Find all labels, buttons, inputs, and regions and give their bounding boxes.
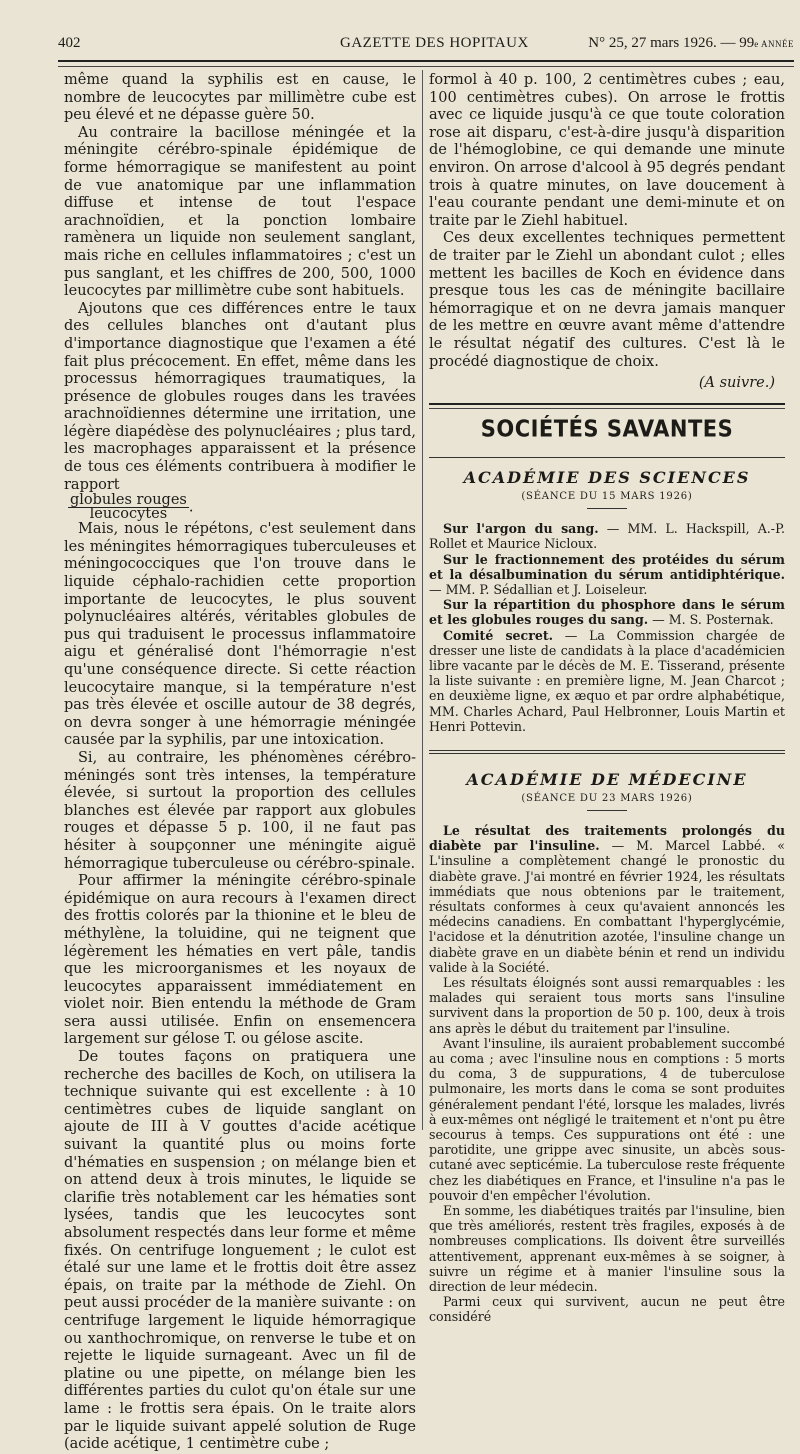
divider [429,457,785,458]
a-suivre: (A suivre.) [698,375,775,392]
paragraph: formol à 40 p. 100, 2 centimètres cubes ; eau, 100 centimètres cubes). On arrose le frottis avec ce liquide jusqu'à ce que toute coloration rose ait disparu, c'est-à-dire jusqu'à disparition de l'hémoglobine, ce qui demande une minute environ. On arrose d'alcool à 95 degrés pendant trois à quatre minutes, on lave doucement à l'eau courante pendant une demi-minute et on traite par le Ziehl habituel. [429,72,785,229]
paragraph: Mais, nous le répétons, c'est seulement dans les méningites hémorragiques tuberculeuses et méningococciques que l'on trouve dans le liquide céphalo-rachidien cette proportion importante de leucocytes, le plus souvent polynucléaires altérés, véritables globules de pus qui traduisent le processus inflammatoire aigu et généralisé dont l'hémorragie n'est qu'une conséquence directe. Si cette réaction leucocytaire manque, si la température n'est pas très élevée et oscille autour de 38 degrés, on devra songer à une hémorragie méningée causée par la syphilis, par une intoxication. [64,521,416,749]
page-header [58,35,794,55]
divider [429,750,785,754]
ratio-fraction: $\frac{\text{globules rouges}}{\text{leucocytes}}$ . [70,492,194,523]
paragraph: Au contraire la bacillose méningée et la méningite cérébro-spinale épidémique de forme hémorragique se manifestent au point de vue anatomique par une inflammation diffuse et intense de tout l'espace arachnoïdien, et la ponction lombaire ramènera un liquide non seulement sanglant, mais riche en cellules inflammatoires ; c'est un pus sanglant, et les chiffres de 200, 500, 1000 leucocytes par millimètre cube sont habituels. [64,124,416,300]
short-rule [587,508,627,509]
paragraph: Parmi ceux qui survivent, aucun ne peut être considéré [429,1294,785,1325]
seance-date: (SÉANCE DU 23 MARS 1926) [521,792,693,804]
list-item: Sur l'argon du sang. — MM. L. Hackspill, A.-P. Rollet et Maurice Nicloux. [429,521,785,552]
paragraph: Pour affirmer la méningite cérébro-spinale épidémique on aura recours à l'examen direct des frottis colorés par la thionine et le bleu de méthylène, la toluidine, qui ne teignent que légèrement les hématies en vert pâle, tandis que les microorganismes et les noyaux de leucocytes apparaissent immédiatement en violet noir. Bien entendu la méthode de Gram sera aussi utilisée. Enfin on ensemencera largement sur gélose T. ou gélose ascite. [64,873,416,1048]
list-item: Sur la répartition du phosphore dans le sérum et les globules rouges du sang. — M. S. Posternak. [429,597,785,628]
left-column [64,72,416,1453]
paragraph: Le résultat des traitements prolongés du diabète par l'insuline. — M. Marcel Labbé. « L'insuline a complètement changé le pronostic du diabète grave. J'ai montré en février 1924, les résultats immédiats que nous obtenions par le traitement, résultats conformes à ceux qu'avaient annoncés les médecins canadiens. En combattant l'hyperglycémie, l'acidose et la dénutrition azotée, l'insuline change un diabète grave en un diabète bénin et rend un individu valide à la Société. [429,822,786,975]
list-item: Sur le fractionnement des protéides du sérum et la désalbumination du sérum antidiphtérique. — MM. P. Sédallian et J. Loiseleur. [429,551,785,597]
section-title: SOCIÉTÉS SAVANTES [480,415,734,443]
header-rule [58,60,794,67]
academie-sciences-items [429,521,785,734]
academie-medecine-items [429,823,785,1325]
seance-date: (SÉANCE DU 15 MARS 1926) [521,491,693,503]
list-item: Comité secret. — La Commission chargée de dresser une liste de candidats à la place d'académicien libre vacante par le décès de M. E. Tisserand, présente la liste suivante : en première ligne, M. Jean Charcot ; en deuxième ligne, ex æquo et par ordre alphabétique, MM. Charles Achard, Paul Helbronner, Louis Martin et Henri Pottevin. [429,627,785,734]
right-column [429,72,786,1325]
paragraph: même quand la syphilis est en cause, le nombre de leucocytes par millimètre cube est peu élevé et ne dépasse guère 50. [64,72,416,124]
paragraph: Ajoutons que ces différences entre le taux des cellules blanches ont d'autant plus d'importance diagnostique que l'examen a été fait plus précocement. En effet, même dans les processus hémorragiques traumatiques, la présence de globules rouges dans les travées arachnoïdiennes détermine une irritation, une légère diapédèse des polynucléaires ; plus tard, les macrophages apparaissent et la présence de tous ces éléments contribuera à modifier le rapport [64,300,416,493]
section-rule [429,403,785,409]
short-rule [587,810,627,811]
academie-sciences-title: ACADÉMIE DES SCIENCES [463,468,751,488]
paragraph: Ces deux excellentes techniques permettent de traiter par le Ziehl un abondant culot ; elles mettent les bacilles de Koch en évidence dans presque tous les cas de méningite bacillaire hémorragique et on ne devra jamais manquer de les mettre en œuvre avant même d'attendre le résultat négatif des cultures. C'est là le procédé diagnostique de choix. [429,230,785,370]
column-divider [422,70,423,1130]
academie-medecine-title: ACADÉMIE DE MÉDECINE [466,769,748,789]
paragraph: De toutes façons on pratiquera une recherche des bacilles de Koch, on utilisera la technique suivante qui est excellente : à 10 centimètres cubes de liquide sanglant on ajoute de III à V gouttes d'acide acétique suivant la quantité plus ou moins forte d'hématies en suspension ; on mélange bien et on attend deux à trois minutes, le liquide se clarifie très notablement car les hématies sont lysées, tandis que les leucocytes sont absolument respectés dans leur forme et même fixés. On centrifuge longuement ; le culot est étalé sur une lame et le frottis doit être assez épais, on traite par la méthode de Ziehl. On peut aussi procéder de la manière suivante : on centrifuge largement le liquide hémorragique ou xanthochromique, on renverse le tube et on rejette le liquide surnageant. Avec un fil de platine ou une pipette, on mélange bien les différentes parties du culot qu'on étale sur une lame : le frottis sera épais. On le traite alors par le liquide suivant appelé solution de Ruge (acide acétique, 1 centimètre cube ; [64,1049,416,1453]
issue-info: N° 25, 27 mars 1926. — 99e ANNÉE [588,35,794,51]
journal-title: GAZETTE DES HOPITAUX [340,35,529,51]
paragraph: En somme, les diabétiques traités par l'insuline, bien que très améliorés, restent très fragiles, exposés à de nombreuses complications. Ils doivent être surveillés attentivement, apprenant eux-mêmes à se soigner, à suivre un régime et à manier l'insuline sous la direction de leur médecin. [429,1203,785,1295]
paragraph: Avant l'insuline, ils auraient probablement succombé au coma ; avec l'insuline nous en comptions : 5 morts du coma, 3 de suppurations, 4 de tuberculose pulmonaire, les morts dans le coma se sont produites généralement pendant l'été, lorsque les malades, livrés à eux-mêmes ont négligé le traitement et n'ont pu être secourus à temps. Ces suppurations ont été : une parotidite, une grippe avec sinusite, un abcès sous-cutané avec septicémie. La tuberculose reste fréquente chez les diabétiques en France, et l'insuline n'a pas le pouvoir d'en empêcher l'évolution. [429,1035,785,1203]
paragraph: Les résultats éloignés sont aussi remarquables : les malades qui seraient tous morts sans l'insuline survivent dans la proportion de 50 p. 100, deux à trois ans après le début du traitement par l'insuline. [429,974,785,1036]
page-number: 402 [58,35,81,51]
paragraph: Si, au contraire, les phénomènes cérébro-méningés sont très intenses, la température élevée, si surtout la proportion des cellules blanches est élevée par rapport aux globules rouges et dépasse 5 p. 100, il ne faut pas hésiter à soupçonner une méningite aiguë hémorragique tuberculeuse ou cérébro-spinale. [64,749,416,872]
